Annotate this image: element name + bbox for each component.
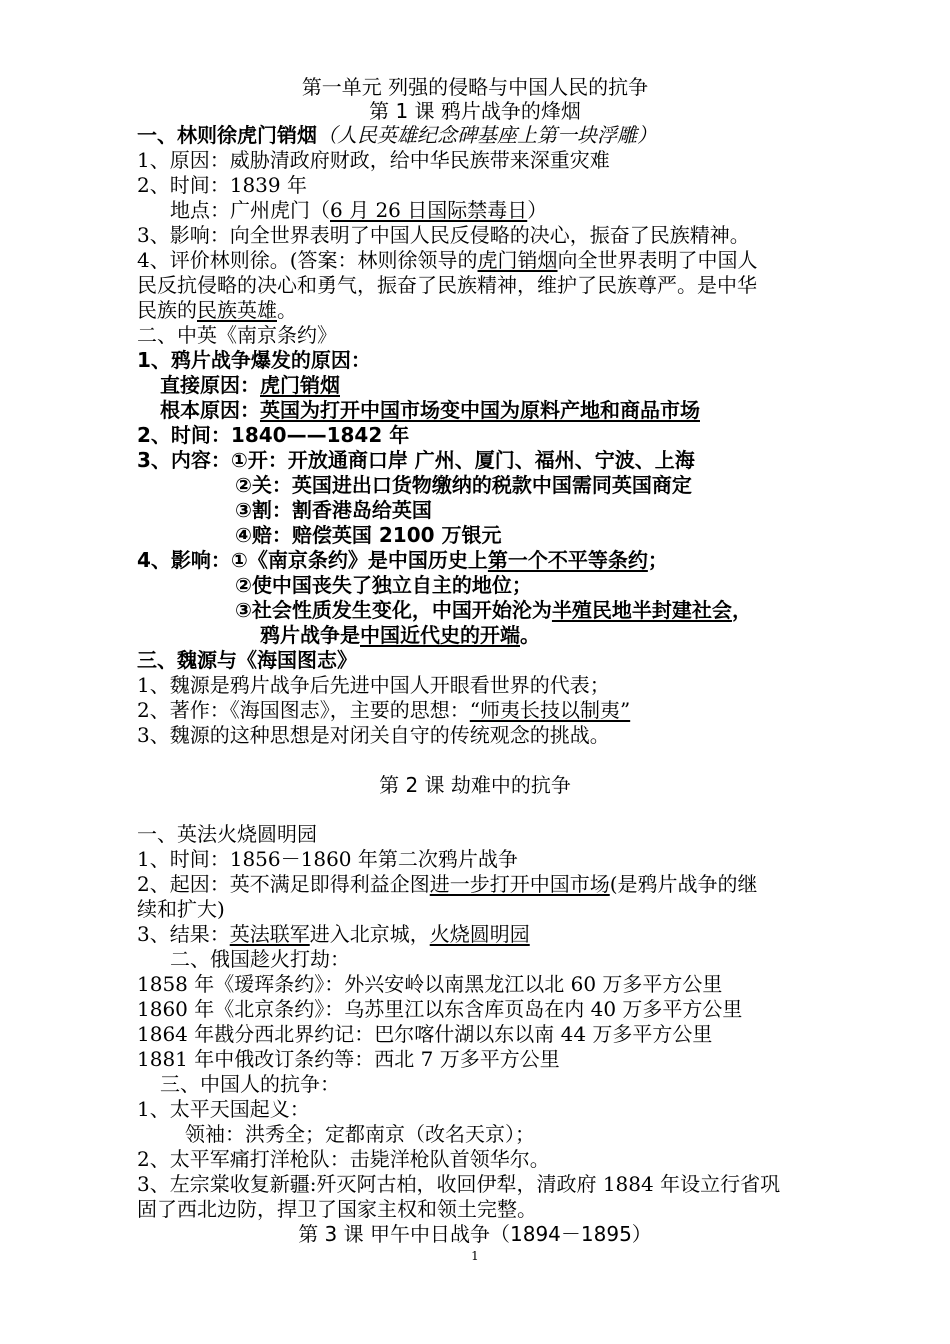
treaty-content-4: ④赔：赔偿英国 2100 万银元 <box>235 523 502 547</box>
treaty-impact-4: 鸦片战争是中国近代史的开端。 <box>260 623 540 647</box>
russia-treaty-4: 1881 年中俄改订条约等：西北 7 万多平方公里 <box>137 1047 560 1071</box>
lin-evaluation-end: 民族的民族英雄。 <box>137 298 297 322</box>
l2-result: 3、结果：英法联军进入北京城，火烧圆明园 <box>137 922 530 946</box>
l2-time: 1、时间：1856－1860 年第二次鸦片战争 <box>137 847 518 871</box>
l2-section-3-heading: 三、中国人的抗争： <box>160 1072 340 1096</box>
war-time: 2、时间：1840——1842 年 <box>137 423 410 447</box>
treaty-impact-1: 4、影响：①《南京条约》是中国历史上第一个不平等条约； <box>137 548 668 572</box>
taiping-leader: 领袖：洪秀全；定都南京（改名天京）； <box>185 1122 535 1146</box>
lin-impact: 3、影响：向全世界表明了中国人民反侵略的决心，振奋了民族精神。 <box>137 223 750 247</box>
weiyuan-2: 2、著作：《海国图志》，主要的思想：“师夷长技以制夷” <box>137 698 631 722</box>
section-2-heading: 二、中英《南京条约》 <box>137 323 337 347</box>
l2-cause-cont: 续和扩大) <box>137 897 225 921</box>
section-1-note: （人民英雄纪念碑基座上第一块浮雕） <box>317 123 657 147</box>
treaty-content-2: ②关：英国进出口货物缴纳的税款中国需同英国商定 <box>235 473 692 497</box>
root-cause: 根本原因：英国为打开中国市场变中国为原料产地和商品市场 <box>160 398 700 422</box>
lesson-3-title: 第 3 课 甲午中日战争（1894－1895） <box>298 1222 652 1246</box>
lesson-2-title: 第 2 课 劫难中的抗争 <box>379 773 571 797</box>
weiyuan-3: 3、魏源的这种思想是对闭关自守的传统观念的挑战。 <box>137 723 610 747</box>
treaty-content-1: 3、内容：①开：开放通商口岸 广州、厦门、福州、宁波、上海 <box>137 448 695 472</box>
lin-place: 地点：广州虎门（6 月 26 日国际禁毒日） <box>170 198 548 222</box>
lesson-1-title: 第 1 课 鸦片战争的烽烟 <box>369 99 581 123</box>
l2-section-1-heading: 一、英法火烧圆明园 <box>137 822 317 846</box>
zuo-zongtang-cont: 固了西北边防，捍卫了国家主权和领土完整。 <box>137 1197 537 1221</box>
page-number: 1 <box>471 1249 479 1263</box>
treaty-impact-2: ②使中国丧失了独立自主的地位； <box>235 573 532 597</box>
l2-cause: 2、起因：英不满足即得利益企图进一步打开中国市场(是鸦片战争的继 <box>137 872 758 896</box>
zuo-zongtang: 3、左宗棠收复新疆:歼灭阿古柏，收回伊犁，清政府 1884 年设立行省巩 <box>137 1172 781 1196</box>
section-3-heading: 三、魏源与《海国图志》 <box>137 648 357 672</box>
treaty-impact-3: ③社会性质发生变化，中国开始沦为半殖民地半封建社会， <box>235 598 752 622</box>
l2-section-2-heading: 二、俄国趁火打劫： <box>170 947 350 971</box>
russia-treaty-1: 1858 年《瑷珲条约》：外兴安岭以南黑龙江以北 60 万多平方公里 <box>137 972 723 996</box>
weiyuan-1: 1、魏源是鸦片战争后先进中国人开眼看世界的代表； <box>137 673 610 697</box>
lin-time: 2、时间：1839 年 <box>137 173 307 197</box>
lin-evaluation: 4、评价林则徐。(答案：林则徐领导的虎门销烟向全世界表明了中国人 <box>137 248 758 272</box>
section-1-heading: 一、林则徐虎门销烟（人民英雄纪念碑基座上第一块浮雕） <box>137 123 657 147</box>
direct-cause: 直接原因：虎门销烟 <box>160 373 340 397</box>
treaty-content-3: ③割：割香港岛给英国 <box>235 498 432 522</box>
taiping-2: 2、太平军痛打洋枪队：击毙洋枪队首领华尔。 <box>137 1147 550 1171</box>
russia-treaty-3: 1864 年戡分西北界约记：巴尔喀什湖以东以南 44 万多平方公里 <box>137 1022 713 1046</box>
unit-title: 第一单元 列强的侵略与中国人民的抗争 <box>301 75 649 99</box>
war-causes: 1、鸦片战争爆发的原因： <box>137 348 371 372</box>
russia-treaty-2: 1860 年《北京条约》：乌苏里江以东含库页岛在内 40 万多平方公里 <box>137 997 743 1021</box>
lin-reason: 1、原因：威胁清政府财政，给中华民族带来深重灾难 <box>137 148 610 172</box>
taiping-1: 1、太平天国起义： <box>137 1097 310 1121</box>
lin-evaluation-cont: 民反抗侵略的决心和勇气，振奋了民族精神，维护了民族尊严。是中华 <box>137 273 757 297</box>
